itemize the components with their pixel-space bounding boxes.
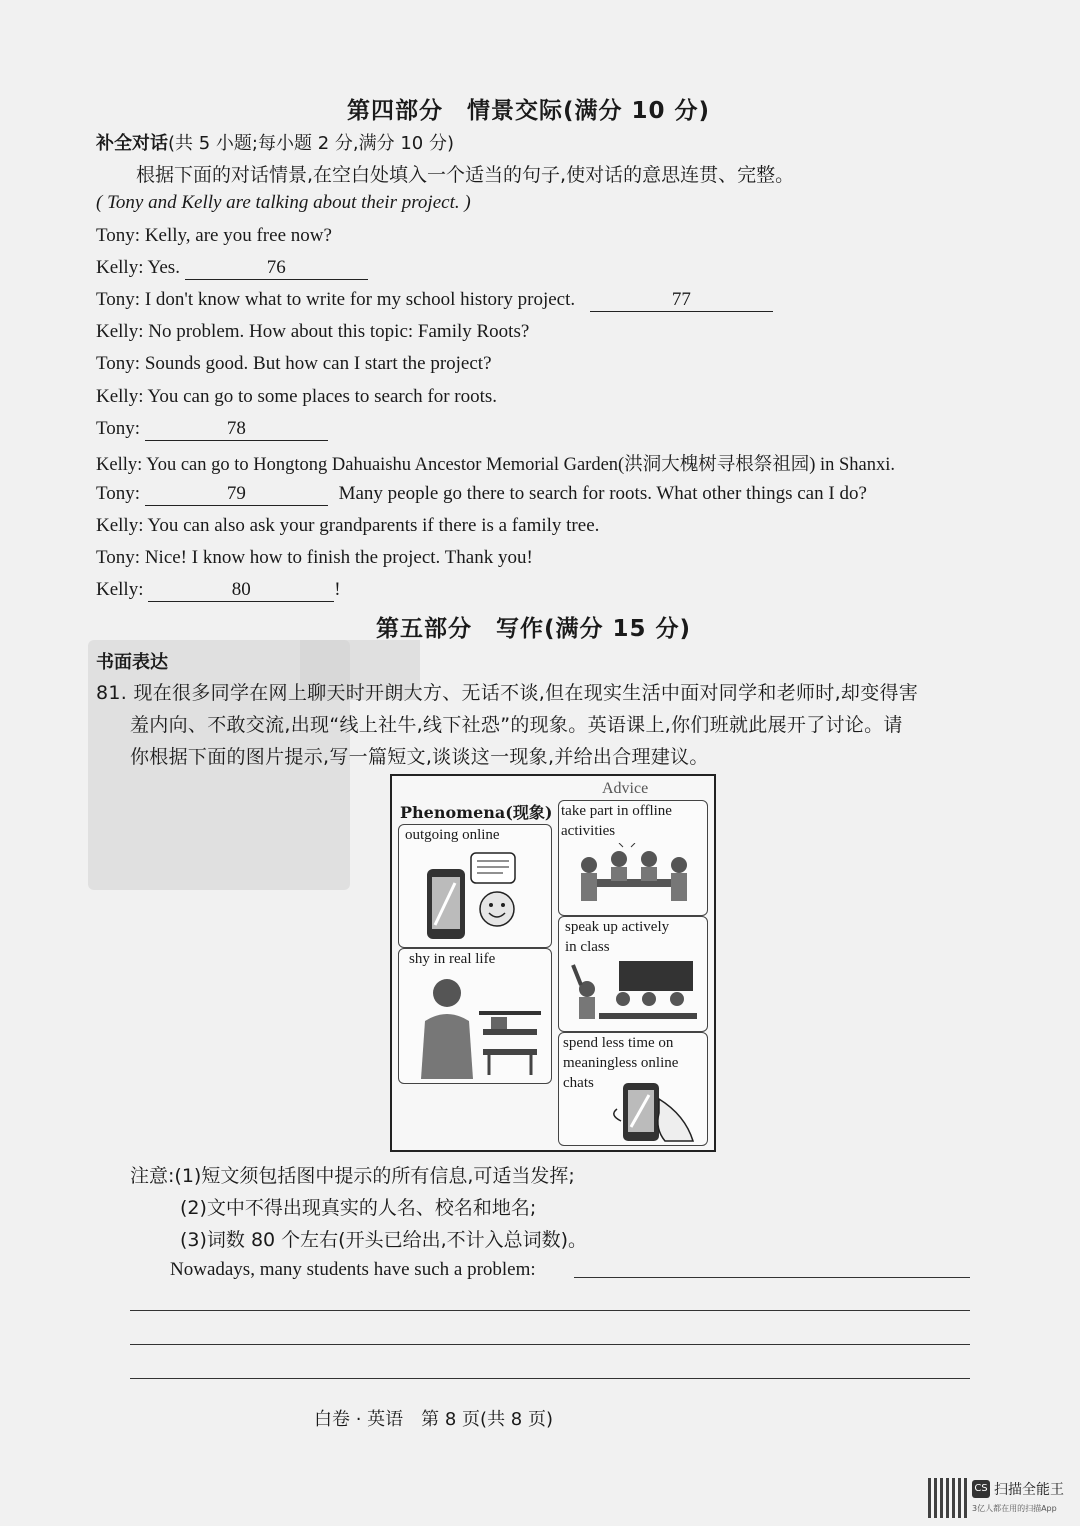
answer-blank-76[interactable]: 76 xyxy=(185,257,368,280)
part4-title: 第四部分 情景交际(满分 10 分) xyxy=(347,98,711,124)
qr-code-icon xyxy=(928,1478,968,1518)
writing-prompt-line: 81. 现在很多同学在网上聊天时开朗大方、无话不谈,但在现实生活中面对同学和老师时,却变得害 xyxy=(96,682,919,704)
answer-blank-78[interactable]: 78 xyxy=(145,418,328,441)
speaker: Tony: xyxy=(96,547,141,568)
dialogue-line xyxy=(96,225,332,247)
speaker: Tony: xyxy=(96,289,141,310)
phenomenon-panel-outgoing xyxy=(398,824,552,948)
answer-blank-79[interactable]: 79 xyxy=(145,483,328,506)
speaker: Kelly: xyxy=(96,579,144,600)
phone-chat-illustration xyxy=(399,847,549,947)
dialogue-line xyxy=(96,289,773,312)
dialogue-line xyxy=(96,321,529,343)
dialogue-text: No problem. How about this topic: Family Roots? xyxy=(148,321,530,342)
advice-label: meaningless online xyxy=(563,1055,679,1071)
speaker: Tony: xyxy=(96,483,141,504)
dialogue-line xyxy=(96,257,368,280)
writing-note: 注意:(1)短文须包括图中提示的所有信息,可适当发挥; xyxy=(130,1165,575,1187)
advice-panel-speak-up xyxy=(558,916,708,1032)
speaker: Kelly: xyxy=(96,257,144,278)
writing-line[interactable] xyxy=(130,1378,970,1379)
dialogue-line xyxy=(96,450,895,476)
speaker: Kelly: xyxy=(96,321,144,342)
advice-panel-offline xyxy=(558,800,708,916)
dialogue-line xyxy=(96,386,497,408)
dialogue-text: Sounds good. But how can I start the project? xyxy=(144,353,492,374)
advice-label: spend less time on xyxy=(563,1035,674,1051)
dialogue-text: Kelly, are you free now? xyxy=(144,225,332,246)
essay-opening: Nowadays, many students have such a problem: xyxy=(170,1259,536,1280)
speaker: Kelly: xyxy=(96,515,144,536)
part5-subhead: 书面表达 xyxy=(96,652,168,673)
dialogue-text: Yes. xyxy=(147,257,180,278)
dialogue-line xyxy=(96,515,599,537)
advice-label: speak up actively xyxy=(565,919,670,935)
dialogue-line xyxy=(96,483,867,506)
scanner-name: 扫描全能王 xyxy=(994,1482,1064,1498)
advice-label: activities xyxy=(561,823,616,839)
writing-note: (2)文中不得出现真实的人名、校名和地名; xyxy=(180,1197,537,1219)
writing-line[interactable] xyxy=(574,1277,970,1278)
speaker: Kelly: xyxy=(96,455,143,475)
speaker: Tony: xyxy=(96,353,141,374)
advice-title: Advice xyxy=(602,780,649,797)
dialogue-text: I don't know what to write for my school history project. xyxy=(144,289,576,310)
speaker: Tony: xyxy=(96,418,141,439)
writing-line[interactable] xyxy=(130,1310,970,1311)
writing-line[interactable] xyxy=(130,1344,970,1345)
classroom-illustration xyxy=(559,959,705,1029)
phenomena-title: Phenomena(现象) xyxy=(400,803,553,822)
part4-instruction: 根据下面的对话情景,在空白处填入一个适当的句子,使对话的意思连贯、完整。 xyxy=(136,164,795,186)
advice-panel-less-online xyxy=(558,1032,708,1146)
phenomenon-panel-shy xyxy=(398,948,552,1084)
writing-prompt-line: 羞内向、不敢交流,出现“线上社牛,线下社恐”的现象。英语课上,你们班就此展开了讨论。请 xyxy=(130,714,903,736)
picture-prompt xyxy=(390,774,716,1152)
dialogue-text: You can go to Hongtong Dahuaishu Ancestor Memorial Garden(洪洞大槐树寻根祭祖园) in Shanxi. xyxy=(146,455,896,475)
advice-label: in class xyxy=(565,939,610,955)
dialogue-line xyxy=(96,353,492,375)
part4-subhead: 补全对话 xyxy=(96,133,168,154)
answer-blank-80[interactable]: 80 xyxy=(148,579,334,602)
shy-student-illustration xyxy=(399,971,549,1081)
speaker: Tony: xyxy=(96,225,141,246)
part4-subheading xyxy=(96,129,454,155)
writing-note: (3)词数 80 个左右(开头已给出,不计入总词数)。 xyxy=(180,1229,588,1251)
dialogue-line xyxy=(96,579,341,602)
scanner-tagline: 3亿人都在用的扫描App xyxy=(972,1504,1057,1513)
dialogue-text: You can go to some places to search for roots. xyxy=(147,386,498,407)
dialogue-context: ( Tony and Kelly are talking about their project. ) xyxy=(96,192,471,213)
part5-title: 第五部分 写作(满分 15 分) xyxy=(376,616,692,642)
hand-phone-illustration xyxy=(559,1079,705,1145)
dialogue-text: ! xyxy=(334,579,341,600)
dialogue-text: Nice! I know how to finish the project. Thank you! xyxy=(144,547,533,568)
dialogue-text: Many people go there to search for roots. What other things can I do? xyxy=(338,483,867,504)
phenomenon-label: shy in real life xyxy=(409,951,496,967)
speaker: Kelly: xyxy=(96,386,144,407)
advice-label: take part in offline xyxy=(561,803,672,819)
scanner-badge: CS xyxy=(974,1483,988,1494)
page-footer: 白卷 · 英语 第 8 页(共 8 页) xyxy=(314,1409,554,1430)
group-activity-illustration xyxy=(559,843,705,913)
dialogue-text: You can also ask your grandparents if there is a family tree. xyxy=(147,515,600,536)
dialogue-line xyxy=(96,418,328,441)
answer-blank-77[interactable]: 77 xyxy=(590,289,773,312)
scanner-logo xyxy=(972,1480,990,1498)
dialogue-line xyxy=(96,547,533,569)
part4-subhead-note: (共 5 小题;每小题 2 分,满分 10 分) xyxy=(168,133,454,154)
phenomenon-label: outgoing online xyxy=(405,827,500,843)
writing-prompt-line: 你根据下面的图片提示,写一篇短文,谈谈这一现象,并给出合理建议。 xyxy=(130,746,709,768)
advice-label: chats xyxy=(563,1075,594,1091)
